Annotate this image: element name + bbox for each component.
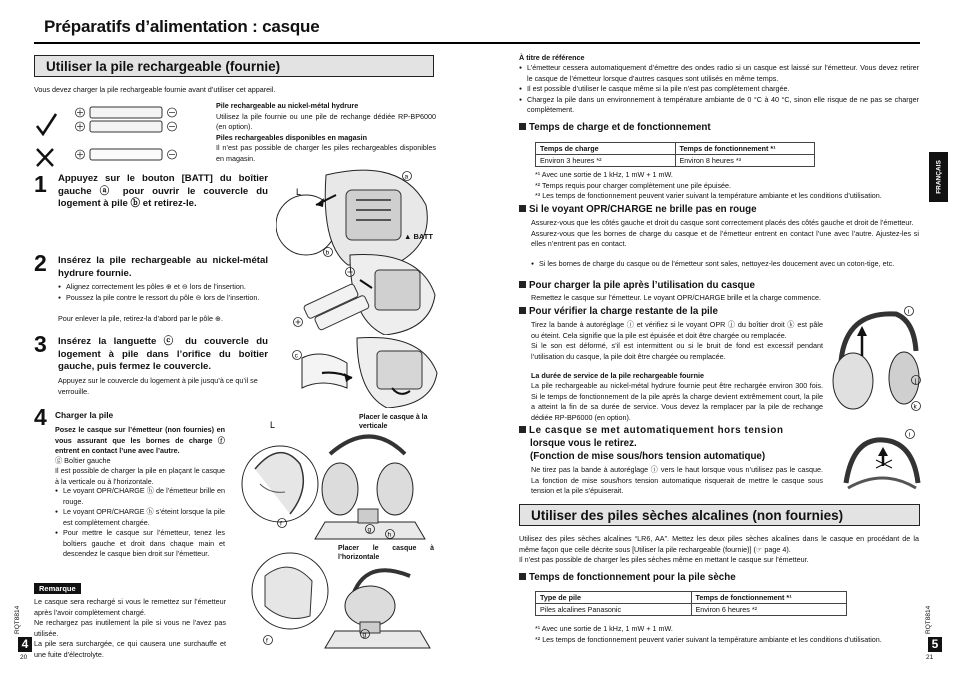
auto-section-text: Ne tirez pas la bande à autoréglage ⓘ vers le haut lorsque vous n’utilisez pas le casque. La fonction de mise sous/hors tension automatique risquerait de mettre le casque sous tension et la pile s’épuiserait. (531, 465, 823, 495)
svg-text:f: f (280, 520, 282, 528)
opr-section-bullets (531, 259, 919, 270)
step-4-text: Charger la pile (55, 410, 114, 420)
step-2-bullets (58, 282, 268, 303)
table-header-cell: Temps de fonctionnement *¹ (691, 592, 847, 604)
page-small-right: 21 (926, 654, 934, 661)
battery-note-text1: Utilisez la pile fournie ou une pile de rechange dédiée RP-BP6000 (en option). (216, 111, 436, 131)
batt-label: ▲ BATT (404, 232, 433, 241)
step-4-para: Il est possible de charger la pile en plaçant le casque à la verticale ou à l’horizontale. (55, 466, 225, 486)
battery-note-title1: Pile rechargeable au nickel-métal hydrure (216, 101, 359, 110)
remark-text: Le casque sera rechargé si vous le remettez sur l’émetteur après l’avoir complètement chargé. Ne rechargez pas inutilement la pile si vous ne l’avez pas utilisée. La pile sera surchargée, ce qui causera une surchauffe et une fuite d’électrolyte. (34, 597, 226, 659)
language-tab (929, 152, 948, 202)
dry-table-notes (535, 624, 925, 645)
step-3-text: Insérez la languette ⓒ du couvercle du logement à pile dans l’orifice du boîtier gauche, puis fermez le couvercle. (58, 336, 268, 373)
check-section-subtitle: La durée de service de la pile rechargeable fournie (531, 371, 704, 380)
step-3-illustration (292, 333, 442, 408)
page-number-right: 5 (928, 637, 942, 652)
cross-icon (37, 149, 53, 166)
alkaline-text: Utilisez des piles sèches alcalines “LR6, AA”. Mettez les deux piles sèches alcalines dans le casque en procédant de la même façon que celle décrite sous [Utiliser la pile rechargeable (fournie)] (☞ page 4). Il n’est pas possible de charger les piles sèches même en mettant le casque sur l’émetteur. (519, 534, 919, 564)
table-cell: Piles alcalines Panasonic (536, 604, 692, 616)
table-header-cell: Temps de charge (536, 143, 676, 155)
remark-label: Remarque (34, 583, 81, 594)
check-section-text: Tirez la bande à autoréglage ⓘ et vérifiez si le voyant OPR ⓙ du boîtier droit ⓚ est pâle ou éteint. Cela signifie que la pile est épuisée et doit être chargée ou remplacée. Si le son est déformé, s’il est intermittent ou si le bruit de fond est excessif pendant l’utilisation du casque, la pile doit être chargée ou remplacée. (531, 320, 823, 361)
svg-text:f: f (266, 637, 268, 645)
svg-text:g: g (367, 526, 372, 534)
intro-text: Vous devez charger la pile rechargeable fournie avant d’utiliser cet appareil. (34, 85, 276, 94)
battery-note (216, 101, 436, 164)
step-2-bullet: ● Alignez correctement les pôles ⊕ et ⊖ lors de l’insertion. (58, 282, 268, 293)
charge-table-notes (535, 170, 925, 202)
table-note: *³ Les temps de fonctionnement peuvent varier suivant la température ambiante et les conditions d’utilisation. (535, 191, 882, 200)
svg-text:j: j (915, 377, 917, 385)
page-number-left: 4 (18, 637, 32, 652)
table-row (536, 604, 847, 616)
auto-section-title-1: Le casque se met automatiquement hors tension (519, 425, 824, 437)
check-section-title: Pour vérifier la charge restante de la pile (519, 306, 718, 318)
charge-table (535, 142, 815, 167)
table-cell: Environ 6 heures *² (691, 604, 847, 616)
svg-text:L: L (296, 187, 302, 197)
doc-code-right: RQT8814 (925, 605, 932, 634)
horizontal-placement-illustration (240, 546, 440, 656)
step-1-text: Appuyez sur le bouton [BATT] du boîtier gauche ⓐ pour ouvrir le couvercle du logement à pile ⓑ et retirez-le. (58, 173, 268, 210)
svg-text:h: h (387, 531, 392, 539)
headband-illustration (838, 428, 924, 494)
table-note: *² Les temps de fonctionnement peuvent varier suivant la température ambiante et les conditions d’utilisation. (535, 634, 882, 644)
reference-bullets (519, 63, 919, 116)
caption-vertical: Placer le casque à la verticale (359, 414, 428, 430)
table-header-cell: Type de pile (536, 592, 692, 604)
table-header-row (536, 143, 815, 155)
step-4-bold-note: Posez le casque sur l’émetteur (non fournies) en vous assurant que les bornes de charge ⓕ entrent en contact l’une avec l’autre. (55, 425, 225, 455)
battery-note-title2: Piles rechargeables disponibles en magasin (216, 132, 367, 142)
doc-code-left: RQT8814 (14, 605, 21, 634)
charge-table-title: Temps de charge et de fonctionnement (519, 122, 711, 134)
step-2-note: Pour enlever la pile, retirez-la d’abord par le pôle ⊕. (58, 314, 224, 323)
battery-note-text2: Il n’est pas possible de charger les piles rechargeables disponibles en magasin. (216, 143, 436, 163)
step-3-note: Appuyez sur le couvercle du logement à pile jusqu’à ce qu’il se verrouille. (58, 376, 258, 396)
after-section-title: Pour charger la pile après l’utilisation du casque (519, 280, 755, 292)
table-header-row (536, 592, 847, 604)
svg-text:L: L (270, 420, 276, 430)
after-section-text: Remettez le casque sur l’émetteur. Le voyant OPR/CHARGE brille et la charge commence. (531, 293, 822, 302)
step-2-number: 2 (34, 250, 47, 276)
step-4-bullet: ● Le voyant OPR/CHARGE ⓗ de l’émetteur brille en rouge. (55, 486, 225, 507)
table-cell: Environ 8 heures *³ (675, 155, 815, 167)
svg-text:c: c (294, 352, 298, 360)
step-4-bullet: ● Pour mettre le casque sur l’émetteur, tenez les boîtiers gauche et droit dans chaque main et descendez le casque bien droit sur l’émetteur. (55, 528, 225, 560)
svg-text:i: i (909, 431, 911, 439)
section-title-alkaline: Utiliser des piles sèches alcalines (non fournies) (519, 504, 920, 526)
vertical-placement-illustration (240, 414, 440, 544)
caption-horizontal: Placer le casque à l’horizontale (338, 545, 434, 561)
reference-bullet: ● Il est possible d’utiliser le casque même si la pile n’est pas complètement chargée. (519, 84, 919, 95)
language-tab-label: FRANÇAIS (935, 160, 942, 194)
page-small-left: 20 (20, 654, 28, 661)
svg-text:a: a (404, 173, 409, 181)
section-title-rechargeable: Utiliser la pile rechargeable (fournie) (34, 55, 434, 77)
step-3-number: 3 (34, 331, 47, 357)
step-4-bullets (55, 486, 225, 560)
table-header-cell: Temps de fonctionnement *¹ (675, 143, 815, 155)
svg-text:g: g (362, 631, 367, 639)
opr-section-title: Si le voyant OPR/CHARGE ne brille pas en rouge (519, 204, 757, 216)
dry-battery-table (535, 591, 847, 616)
dry-table-title: Temps de fonctionnement pour la pile sèche (519, 572, 736, 584)
svg-text:b: b (325, 249, 330, 257)
check-section-subtext: La pile rechargeable au nickel-métal hydrure fournie peut être rechargée environ 300 fois. Si le temps de fonctionnement de la pile après la charge devient extrêmement court, la pile a atteint la fin de sa durée de service. Vous devez la remplacer par la pile de rechange dédiée RP-BP6000 (en option). (531, 381, 823, 422)
table-row (536, 155, 815, 167)
auto-section-title-3: (Fonction de mise sous/hors tension automatique) (530, 451, 766, 462)
page-title: Préparatifs d’alimentation : casque (44, 17, 320, 36)
svg-text:i: i (908, 308, 910, 316)
reference-title: À titre de référence (519, 53, 585, 62)
headphones-check-illustration (826, 306, 924, 416)
opr-section-bullet: ● Si les bornes de charge du casque ou de l’émetteur sont sales, nettoyez-les doucement avec un coton-tige, etc. (531, 259, 919, 270)
step-4-sub: ⓖ Boîtier gauche (55, 456, 111, 465)
step-2-illustration (290, 250, 440, 335)
title-rule (34, 42, 920, 44)
reference-bullet: ● Chargez la pile dans un environnement à température ambiante de 0 °C à 40 °C, sinon elle risque de ne pas se charger complètement. (519, 95, 919, 116)
step-4-number: 4 (34, 404, 47, 430)
table-note: *¹ Avec une sortie de 1 kHz, 1 mW + 1 mW. (535, 624, 673, 633)
battery-compat-illustration (34, 104, 209, 170)
step-2-text: Insérez la pile rechargeable au nickel-métal hydrure fournie. (58, 255, 268, 279)
checkmark-icon (37, 114, 56, 134)
step-4-bullet: ● Le voyant OPR/CHARGE ⓗ s’éteint lorsque la pile est complètement chargée. (55, 507, 225, 528)
step-1-number: 1 (34, 171, 47, 197)
auto-section-title-2: lorsque vous le retirez. (530, 438, 637, 449)
table-cell: Environ 3 heures *² (536, 155, 676, 167)
table-note: *² Temps requis pour charger complètement une pile épuisée. (535, 180, 732, 190)
step-2-bullet: ● Poussez la pile contre le ressort du pôle ⊖ lors de l’insertion. (58, 293, 268, 304)
reference-bullet: ● L’émetteur cessera automatiquement d’émettre des ondes radio si un casque est laissé sur l’émetteur. Vous devez retirer le casque de l’émetteur lorsque d’autres casques sont utilisés en même temps. (519, 63, 919, 84)
table-note: *¹ Avec une sortie de 1 kHz, 1 mW + 1 mW. (535, 170, 673, 179)
svg-text:k: k (913, 403, 917, 411)
opr-section-text: Assurez-vous que les côtés gauche et droit du casque sont correctement placés des côtés gauche et droit de l’émetteur. Assurez-vous que les bornes de charge du casque et de l’émetteur entrent en contact l’une avec l’autre. Ajustez-les si elles n’entrent pas en contact. (531, 218, 919, 248)
